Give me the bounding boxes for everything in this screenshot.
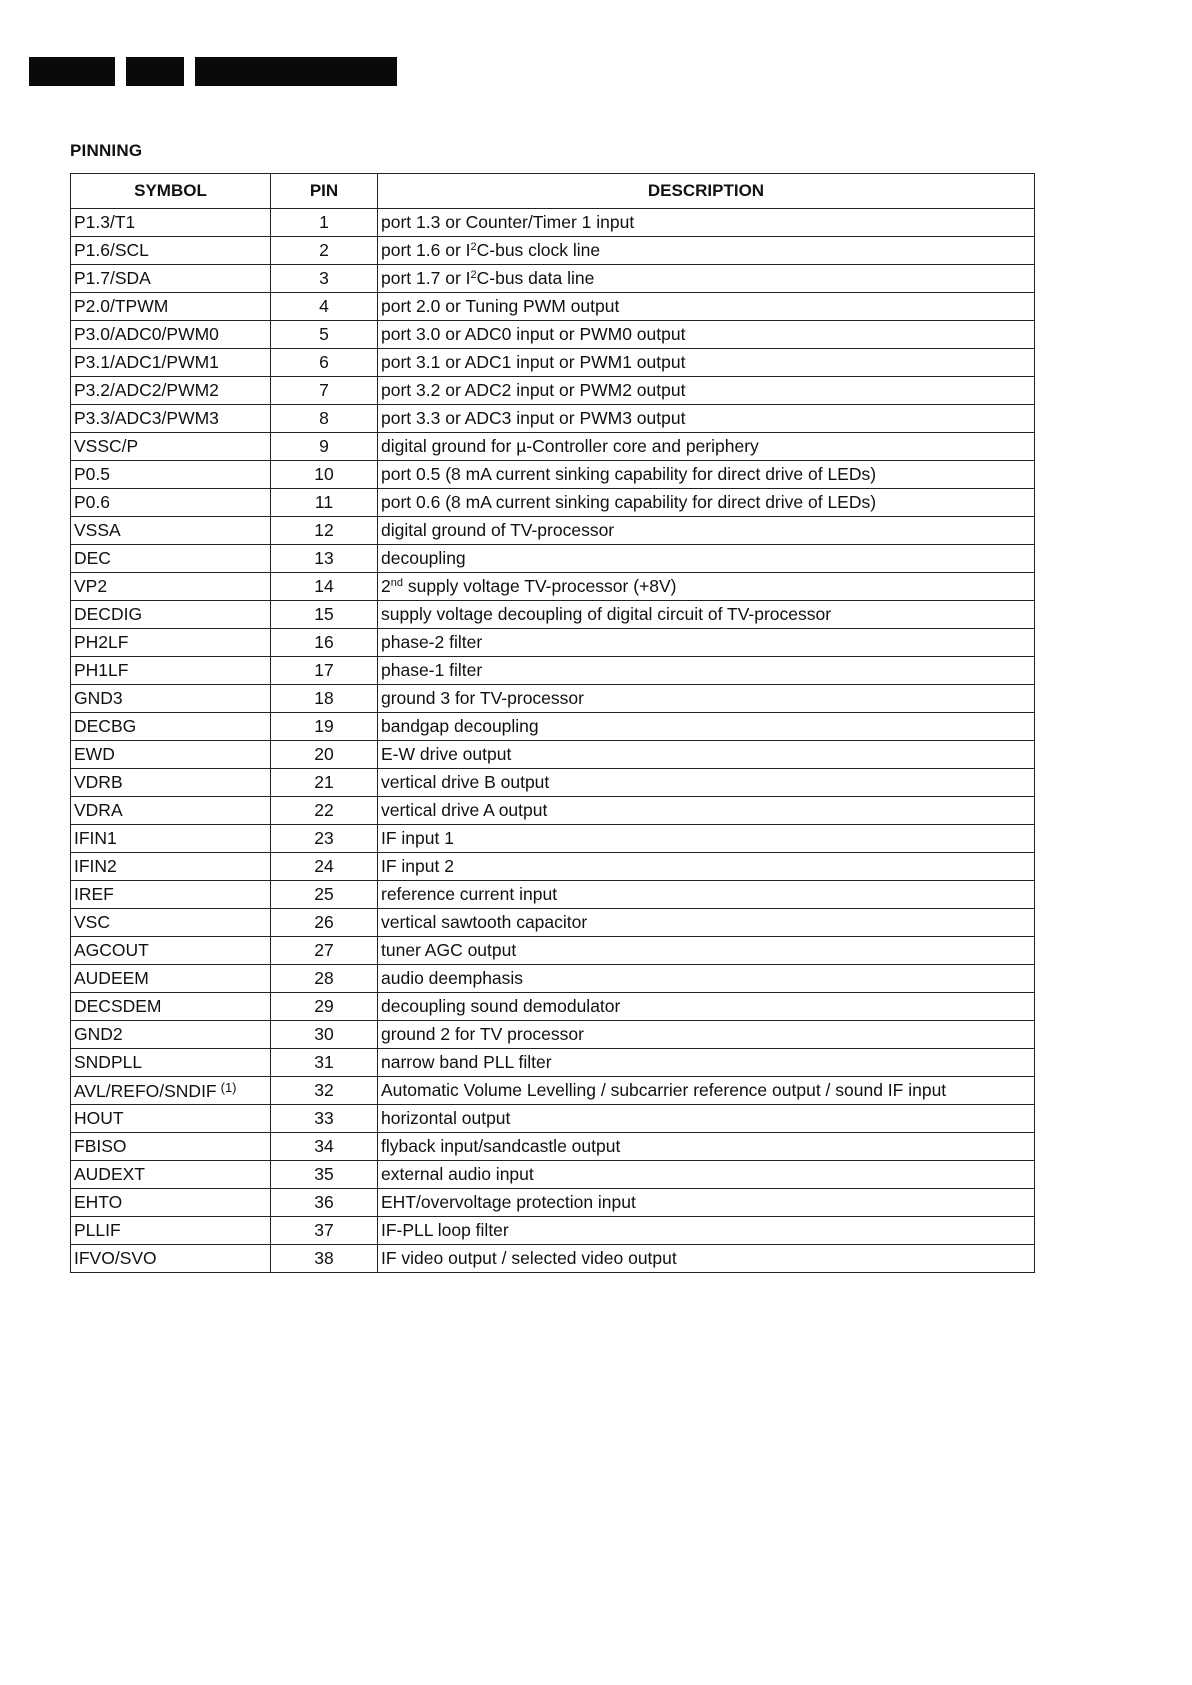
table-row bbox=[71, 573, 1035, 601]
symbol-text: DECBG bbox=[74, 716, 137, 736]
cell-description: phase-1 filter bbox=[378, 657, 1035, 685]
symbol-text: HOUT bbox=[74, 1108, 124, 1128]
description-text: port 1.7 or I bbox=[381, 268, 471, 288]
symbol-text: SNDPLL bbox=[74, 1052, 143, 1072]
cell-description: vertical sawtooth capacitor bbox=[378, 909, 1035, 937]
symbol-text: PLLIF bbox=[74, 1220, 121, 1240]
cell-description: port 3.2 or ADC2 input or PWM2 output bbox=[378, 377, 1035, 405]
table-row bbox=[71, 433, 1035, 461]
cell-pin: 32 bbox=[271, 1077, 378, 1105]
description-text: 2 bbox=[381, 576, 391, 596]
symbol-text: AUDEXT bbox=[74, 1164, 145, 1184]
cell-symbol bbox=[71, 1105, 271, 1133]
cell-symbol bbox=[71, 825, 271, 853]
cell-symbol bbox=[71, 433, 271, 461]
cell-description: reference current input bbox=[378, 881, 1035, 909]
cell-description: narrow band PLL filter bbox=[378, 1049, 1035, 1077]
cell-symbol bbox=[71, 965, 271, 993]
description-superscript: 2 bbox=[470, 269, 477, 281]
cell-symbol bbox=[71, 321, 271, 349]
table-row bbox=[71, 1217, 1035, 1245]
cell-symbol bbox=[71, 1133, 271, 1161]
symbol-text: PH1LF bbox=[74, 660, 129, 680]
cell-pin: 1 bbox=[271, 209, 378, 237]
header-bar-3 bbox=[195, 57, 397, 86]
cell-pin: 37 bbox=[271, 1217, 378, 1245]
table-row bbox=[71, 405, 1035, 433]
table-row bbox=[71, 769, 1035, 797]
cell-pin: 25 bbox=[271, 881, 378, 909]
cell-symbol bbox=[71, 853, 271, 881]
cell-pin: 23 bbox=[271, 825, 378, 853]
cell-description: tuner AGC output bbox=[378, 937, 1035, 965]
cell-pin: 17 bbox=[271, 657, 378, 685]
cell-symbol bbox=[71, 293, 271, 321]
cell-symbol bbox=[71, 377, 271, 405]
symbol-text: P3.2/ADC2/PWM2 bbox=[74, 380, 219, 400]
cell-description: horizontal output bbox=[378, 1105, 1035, 1133]
cell-description: IF input 1 bbox=[378, 825, 1035, 853]
cell-pin: 16 bbox=[271, 629, 378, 657]
cell-pin: 35 bbox=[271, 1161, 378, 1189]
cell-symbol bbox=[71, 769, 271, 797]
cell-description: Automatic Volume Levelling / subcarrier reference output / sound IF input bbox=[378, 1077, 1035, 1105]
table-row bbox=[71, 517, 1035, 545]
cell-symbol bbox=[71, 237, 271, 265]
symbol-text: DECDIG bbox=[74, 604, 143, 624]
cell-description: vertical drive B output bbox=[378, 769, 1035, 797]
header-pin: PIN bbox=[271, 174, 378, 209]
symbol-text: IFIN2 bbox=[74, 856, 117, 876]
cell-symbol bbox=[71, 797, 271, 825]
table-row bbox=[71, 321, 1035, 349]
cell-pin: 19 bbox=[271, 713, 378, 741]
symbol-text: P1.3/T1 bbox=[74, 212, 136, 232]
cell-symbol bbox=[71, 1245, 271, 1273]
cell-symbol bbox=[71, 685, 271, 713]
cell-symbol bbox=[71, 349, 271, 377]
symbol-text: AUDEEM bbox=[74, 968, 149, 988]
table-row bbox=[71, 1077, 1035, 1105]
cell-description bbox=[378, 573, 1035, 601]
symbol-text: AVL/REFO/SNDIF bbox=[74, 1080, 217, 1101]
cell-pin: 33 bbox=[271, 1105, 378, 1133]
cell-description: port 0.6 (8 mA current sinking capability for direct drive of LEDs) bbox=[378, 489, 1035, 517]
cell-symbol bbox=[71, 1161, 271, 1189]
cell-description: port 0.5 (8 mA current sinking capability for direct drive of LEDs) bbox=[378, 461, 1035, 489]
cell-symbol bbox=[71, 657, 271, 685]
cell-description: vertical drive A output bbox=[378, 797, 1035, 825]
cell-symbol bbox=[71, 601, 271, 629]
cell-pin: 14 bbox=[271, 573, 378, 601]
table-row bbox=[71, 1189, 1035, 1217]
symbol-text: VDRA bbox=[74, 800, 123, 820]
cell-pin: 18 bbox=[271, 685, 378, 713]
cell-description: flyback input/sandcastle output bbox=[378, 1133, 1035, 1161]
table-row bbox=[71, 209, 1035, 237]
symbol-text: EHTO bbox=[74, 1192, 123, 1212]
cell-pin: 38 bbox=[271, 1245, 378, 1273]
cell-description: phase-2 filter bbox=[378, 629, 1035, 657]
cell-description bbox=[378, 265, 1035, 293]
description-text: C-bus clock line bbox=[476, 240, 601, 260]
cell-description: IF input 2 bbox=[378, 853, 1035, 881]
symbol-text: P1.7/SDA bbox=[74, 268, 151, 288]
cell-symbol bbox=[71, 545, 271, 573]
cell-symbol bbox=[71, 741, 271, 769]
symbol-text: IFIN1 bbox=[74, 828, 117, 848]
cell-symbol bbox=[71, 489, 271, 517]
cell-pin: 27 bbox=[271, 937, 378, 965]
cell-pin: 30 bbox=[271, 1021, 378, 1049]
symbol-text: VSC bbox=[74, 912, 110, 932]
cell-pin: 11 bbox=[271, 489, 378, 517]
table-row bbox=[71, 293, 1035, 321]
cell-symbol bbox=[71, 265, 271, 293]
symbol-text: GND2 bbox=[74, 1024, 123, 1044]
table-row bbox=[71, 825, 1035, 853]
cell-pin: 20 bbox=[271, 741, 378, 769]
cell-description: port 3.1 or ADC1 input or PWM1 output bbox=[378, 349, 1035, 377]
table-row bbox=[71, 377, 1035, 405]
cell-description: digital ground of TV-processor bbox=[378, 517, 1035, 545]
cell-description: port 1.3 or Counter/Timer 1 input bbox=[378, 209, 1035, 237]
table-row bbox=[71, 685, 1035, 713]
cell-pin: 21 bbox=[271, 769, 378, 797]
cell-symbol bbox=[71, 405, 271, 433]
table-row bbox=[71, 349, 1035, 377]
symbol-text: VSSA bbox=[74, 520, 121, 540]
cell-description: decoupling sound demodulator bbox=[378, 993, 1035, 1021]
symbol-text: VP2 bbox=[74, 576, 108, 596]
cell-pin: 36 bbox=[271, 1189, 378, 1217]
header-bar-1 bbox=[29, 57, 115, 86]
cell-pin: 10 bbox=[271, 461, 378, 489]
cell-pin: 13 bbox=[271, 545, 378, 573]
table-row bbox=[71, 1133, 1035, 1161]
symbol-text: PH2LF bbox=[74, 632, 129, 652]
table-row bbox=[71, 1105, 1035, 1133]
cell-pin: 2 bbox=[271, 237, 378, 265]
header-description: DESCRIPTION bbox=[378, 174, 1035, 209]
table-row bbox=[71, 1021, 1035, 1049]
cell-pin: 22 bbox=[271, 797, 378, 825]
table-row bbox=[71, 937, 1035, 965]
symbol-text: P3.0/ADC0/PWM0 bbox=[74, 324, 219, 344]
cell-pin: 29 bbox=[271, 993, 378, 1021]
table-row bbox=[71, 1161, 1035, 1189]
cell-pin: 15 bbox=[271, 601, 378, 629]
symbol-text: P1.6/SCL bbox=[74, 240, 149, 260]
symbol-text: P0.6 bbox=[74, 492, 110, 512]
cell-description: bandgap decoupling bbox=[378, 713, 1035, 741]
table-row bbox=[71, 909, 1035, 937]
cell-pin: 28 bbox=[271, 965, 378, 993]
table-row bbox=[71, 545, 1035, 573]
table-row bbox=[71, 237, 1035, 265]
cell-pin: 9 bbox=[271, 433, 378, 461]
description-text: supply voltage TV-processor (+8V) bbox=[402, 576, 677, 596]
cell-description: ground 3 for TV-processor bbox=[378, 685, 1035, 713]
table-row bbox=[71, 1245, 1035, 1273]
symbol-text: P0.5 bbox=[74, 464, 110, 484]
cell-pin: 7 bbox=[271, 377, 378, 405]
symbol-text: IREF bbox=[74, 884, 114, 904]
cell-symbol bbox=[71, 993, 271, 1021]
description-text: C-bus data line bbox=[476, 268, 595, 288]
header-bar-2 bbox=[126, 57, 184, 86]
symbol-text: VSSC/P bbox=[74, 436, 139, 456]
cell-pin: 4 bbox=[271, 293, 378, 321]
cell-description bbox=[378, 237, 1035, 265]
table-row bbox=[71, 741, 1035, 769]
table-row bbox=[71, 881, 1035, 909]
header-symbol: SYMBOL bbox=[71, 174, 271, 209]
cell-description: digital ground for µ-Controller core and periphery bbox=[378, 433, 1035, 461]
cell-symbol bbox=[71, 881, 271, 909]
table-row bbox=[71, 461, 1035, 489]
symbol-text: IFVO/SVO bbox=[74, 1248, 157, 1268]
cell-pin: 31 bbox=[271, 1049, 378, 1077]
symbol-text: EWD bbox=[74, 744, 115, 764]
cell-symbol bbox=[71, 629, 271, 657]
table-row bbox=[71, 489, 1035, 517]
cell-description: supply voltage decoupling of digital circuit of TV-processor bbox=[378, 601, 1035, 629]
cell-description: ground 2 for TV processor bbox=[378, 1021, 1035, 1049]
cell-pin: 6 bbox=[271, 349, 378, 377]
cell-pin: 34 bbox=[271, 1133, 378, 1161]
cell-symbol bbox=[71, 517, 271, 545]
cell-description: external audio input bbox=[378, 1161, 1035, 1189]
section-title: PINNING bbox=[70, 141, 143, 160]
cell-description: audio deemphasis bbox=[378, 965, 1035, 993]
cell-pin: 26 bbox=[271, 909, 378, 937]
symbol-text: FBISO bbox=[74, 1136, 127, 1156]
cell-symbol bbox=[71, 461, 271, 489]
cell-symbol bbox=[71, 1049, 271, 1077]
table-row bbox=[71, 265, 1035, 293]
cell-symbol bbox=[71, 1217, 271, 1245]
cell-pin: 24 bbox=[271, 853, 378, 881]
cell-pin: 3 bbox=[271, 265, 378, 293]
cell-symbol bbox=[71, 209, 271, 237]
cell-pin: 8 bbox=[271, 405, 378, 433]
table-row bbox=[71, 1049, 1035, 1077]
cell-symbol bbox=[71, 713, 271, 741]
symbol-text: P2.0/TPWM bbox=[74, 296, 169, 316]
cell-description: EHT/overvoltage protection input bbox=[378, 1189, 1035, 1217]
description-text: port 1.6 or I bbox=[381, 240, 471, 260]
cell-description: IF-PLL loop filter bbox=[378, 1217, 1035, 1245]
symbol-text: P3.3/ADC3/PWM3 bbox=[74, 408, 219, 428]
cell-pin: 5 bbox=[271, 321, 378, 349]
cell-description: E-W drive output bbox=[378, 741, 1035, 769]
table-row bbox=[71, 965, 1035, 993]
table-row bbox=[71, 797, 1035, 825]
cell-symbol bbox=[71, 573, 271, 601]
cell-pin: 12 bbox=[271, 517, 378, 545]
table-row bbox=[71, 657, 1035, 685]
symbol-text: VDRB bbox=[74, 772, 123, 792]
pinning-table bbox=[70, 173, 1035, 1273]
footnote-mark: (1) bbox=[220, 1079, 237, 1095]
description-superscript: nd bbox=[390, 577, 403, 589]
table-row bbox=[71, 713, 1035, 741]
table-row bbox=[71, 993, 1035, 1021]
symbol-text: AGCOUT bbox=[74, 940, 149, 960]
cell-description: port 3.3 or ADC3 input or PWM3 output bbox=[378, 405, 1035, 433]
symbol-text: P3.1/ADC1/PWM1 bbox=[74, 352, 219, 372]
table-row bbox=[71, 601, 1035, 629]
table-row bbox=[71, 629, 1035, 657]
symbol-text: DECSDEM bbox=[74, 996, 162, 1016]
symbol-text: GND3 bbox=[74, 688, 123, 708]
table-header-row bbox=[71, 174, 1035, 209]
cell-symbol bbox=[71, 1077, 271, 1105]
cell-description: port 3.0 or ADC0 input or PWM0 output bbox=[378, 321, 1035, 349]
cell-description: port 2.0 or Tuning PWM output bbox=[378, 293, 1035, 321]
table-row bbox=[71, 853, 1035, 881]
cell-symbol bbox=[71, 1189, 271, 1217]
cell-symbol bbox=[71, 909, 271, 937]
cell-description: decoupling bbox=[378, 545, 1035, 573]
cell-symbol bbox=[71, 937, 271, 965]
symbol-text: DEC bbox=[74, 548, 111, 568]
description-superscript: 2 bbox=[470, 241, 477, 253]
cell-symbol bbox=[71, 1021, 271, 1049]
cell-description: IF video output / selected video output bbox=[378, 1245, 1035, 1273]
